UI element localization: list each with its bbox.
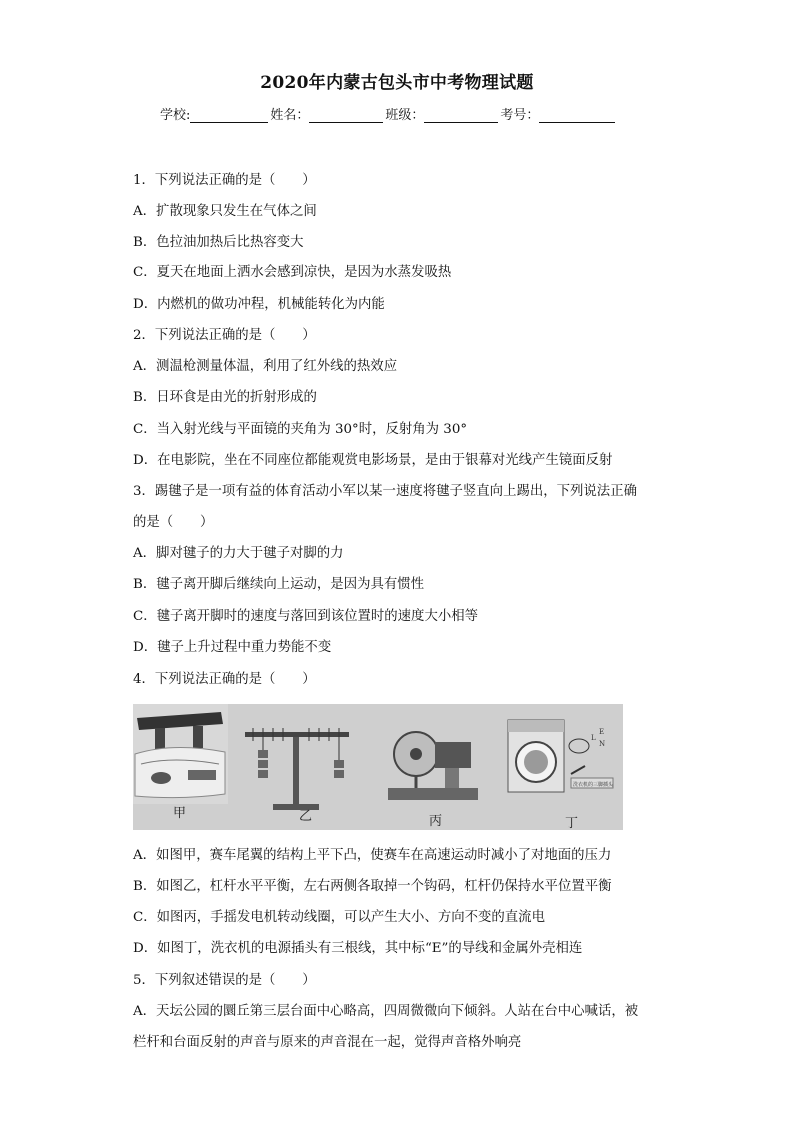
text-line: C．毽子离开脚时的速度与落回到该位置时的速度大小相等 bbox=[133, 609, 479, 624]
text-line: D．在电影院，坐在不同座位都能观赏电影场景，是由于银幕对光线产生镜面反射 bbox=[133, 453, 613, 468]
balanced-lever-image bbox=[245, 728, 349, 810]
name-label: 姓名： bbox=[270, 108, 310, 123]
class-blank bbox=[424, 108, 498, 123]
text-line: D．毽子上升过程中重力势能不变 bbox=[133, 640, 332, 655]
plug-letter-n: N bbox=[599, 740, 606, 748]
exam-no-label: 考号： bbox=[500, 108, 540, 123]
name-blank bbox=[309, 108, 383, 123]
figure-label-jia: 甲 bbox=[173, 806, 187, 821]
text-line: C．如图丙，手摇发电机转动线圈，可以产生大小、方向不变的直流电 bbox=[133, 910, 545, 925]
figure-label-ding: 丁 bbox=[565, 816, 579, 830]
text-line: B．如图乙，杠杆水平平衡，左右两侧各取掉一个钩码，杠杆仍保持水平位置平衡 bbox=[133, 879, 612, 894]
text-line: A．脚对毽子的力大于毽子对脚的力 bbox=[133, 546, 344, 561]
race-car-wing-image bbox=[133, 704, 228, 804]
text-line: 1．下列说法正确的是（ ） bbox=[133, 173, 316, 188]
text-line: C．当入射光线与平面镜的夹角为 30°时，反射角为 30° bbox=[133, 422, 468, 437]
student-info-row bbox=[160, 104, 617, 123]
text-line: 的是（ ） bbox=[133, 515, 214, 530]
hand-generator-image bbox=[388, 732, 478, 800]
plug-letter-l: L bbox=[591, 734, 596, 742]
text-line: 栏杆和台面反射的声音与原来的声音混在一起，觉得声音格外响亮 bbox=[133, 1035, 522, 1050]
text-line: C．夏天在地面上洒水会感到凉快，是因为水蒸发吸热 bbox=[133, 265, 452, 280]
text-line: B．日环食是由光的折射形成的 bbox=[133, 390, 317, 405]
plug-caption: 洗衣机的三脚插头 bbox=[573, 782, 614, 788]
text-line: B．毽子离开脚后继续向上运动，是因为具有惯性 bbox=[133, 577, 425, 592]
text-line: A．扩散现象只发生在气体之间 bbox=[133, 204, 317, 219]
class-label: 班级： bbox=[385, 108, 425, 123]
text-line: B．色拉油加热后比热容变大 bbox=[133, 235, 304, 250]
text-line: 4．下列说法正确的是（ ） bbox=[133, 672, 316, 687]
plug-letter-e: E bbox=[599, 728, 605, 736]
text-line: 3．踢毽子是一项有益的体育活动小军以某一速度将毽子竖直向上踢出，下列说法正确 bbox=[133, 484, 637, 499]
exam-no-blank bbox=[539, 108, 615, 123]
text-line: A．如图甲，赛车尾翼的结构上平下凸，使赛车在高速运动时减小了对地面的压力 bbox=[133, 848, 612, 863]
text-line: 5．下列叙述错误的是（ ） bbox=[133, 973, 316, 988]
text-line: D．内燃机的做功冲程，机械能转化为内能 bbox=[133, 297, 385, 312]
text-line: D．如图丁，洗衣机的电源插头有三根线，其中标“E”的导线和金属外壳相连 bbox=[133, 941, 583, 956]
school-blank bbox=[190, 108, 268, 123]
page-title: 2020年内蒙古包头市中考物理试题 bbox=[260, 73, 534, 93]
text-line: 2．下列说法正确的是（ ） bbox=[133, 328, 316, 343]
figure-illustrations bbox=[133, 704, 623, 830]
text-line: A．测温枪测量体温，利用了红外线的热效应 bbox=[133, 359, 398, 374]
figure-label-yi: 乙 bbox=[299, 809, 313, 824]
question-4-figure bbox=[133, 704, 623, 830]
text-line: A．天坛公园的圜丘第三层台面中心略高，四周微微向下倾斜。人站在台中心喊话，被 bbox=[133, 1004, 639, 1019]
figure-label-bing: 丙 bbox=[429, 814, 443, 829]
school-label: 学校: bbox=[160, 108, 191, 123]
